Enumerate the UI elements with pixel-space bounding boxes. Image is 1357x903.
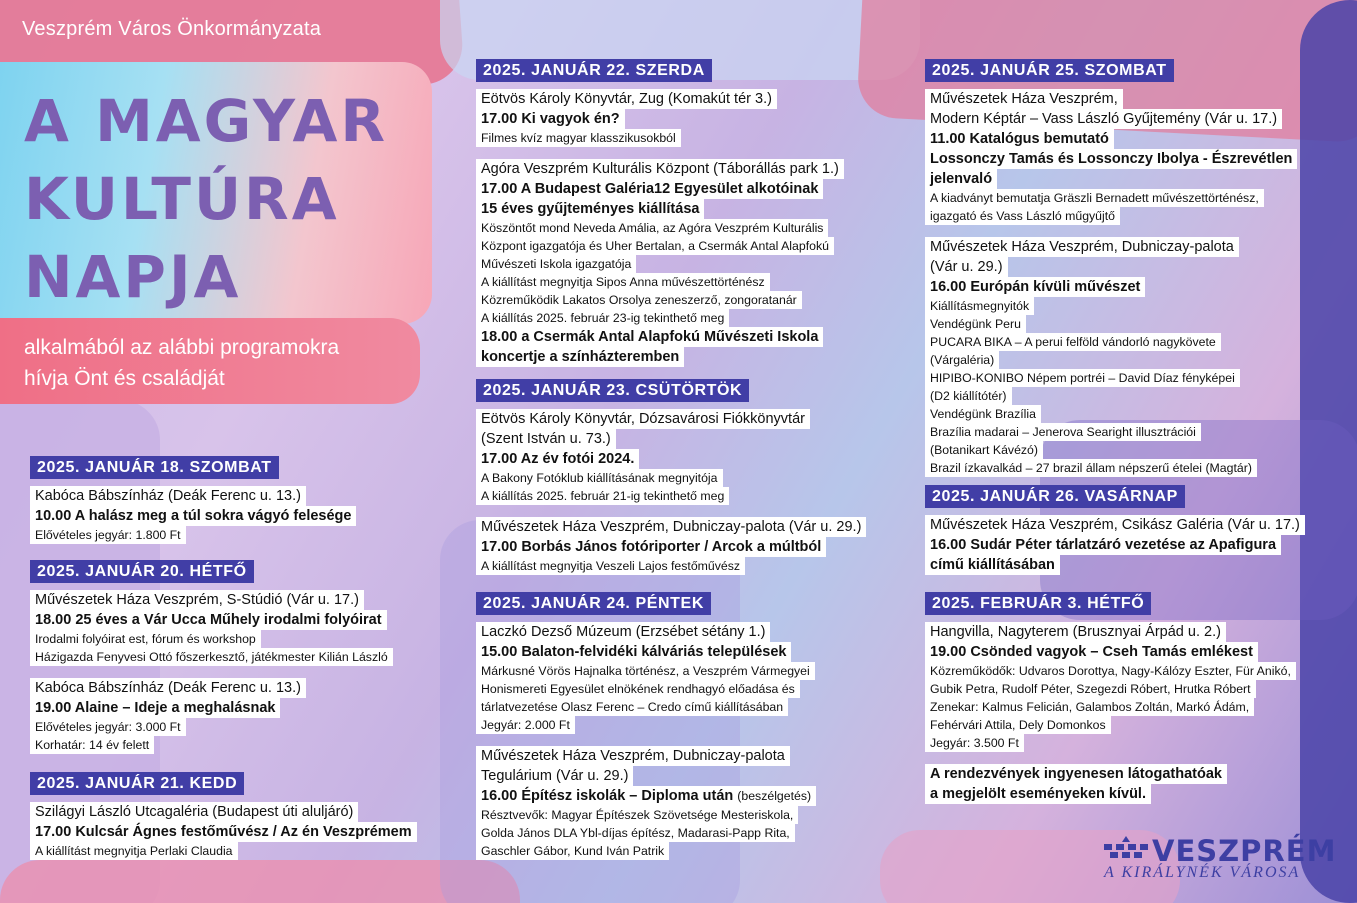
event-venue: Agóra Veszprém Kulturális Központ (Táborállás park 1.) [476,159,844,179]
event [30,678,393,754]
event-venue: Laczkó Dezső Múzeum (Erzsébet sétány 1.) [476,622,770,642]
footer-note [925,764,1227,804]
event-detail: Elővételes jegyár: 3.000 Ft [30,718,186,736]
event-venue: Művészetek Háza Veszprém, Dubniczay-palota [925,237,1239,257]
date-header: 2025. JANUÁR 20. HÉTFŐ [30,560,254,583]
event-detail: PUCARA BIKA – A perui felföld vándorló nagykövete [925,333,1221,351]
event [925,622,1296,752]
event-title: jelenvaló [925,169,997,189]
event-detail: A kiadványt bemutatja Gräszli Bernadett művészettörténész, [925,189,1264,207]
date-header: 2025. JANUÁR 22. SZERDA [476,59,712,82]
event-detail: Közreműködik Lakatos Orsolya zeneszerző, zongoratanár [476,291,802,309]
event-detail: tárlatvezetése Olasz Ferenc – Credo című kiállításában [476,698,788,716]
event-detail: Központ igazgatója és Uher Bertalan, a Csermák Antal Alapfokú [476,237,834,255]
event-title: 16.00 Sudár Péter tárlatzáró vezetése az Apafigura [925,535,1281,555]
date-header: 2025. JANUÁR 21. KEDD [30,772,244,795]
event-venue: Művészetek Háza Veszprém, [925,89,1123,109]
event [925,89,1297,225]
event-detail: Művészeti Iskola igazgatója [476,255,636,273]
event-venue: Kabóca Bábszínház (Deák Ferenc u. 13.) [30,486,306,506]
day-jan24 [476,592,816,860]
event-title: 15.00 Balaton-felvidéki kálváriás települések [476,642,791,662]
event-title: 10.00 A halász meg a túl sokra vágyó felesége [30,506,356,526]
main-title-line-3: NAPJA [24,243,242,311]
event-detail: Köszöntőt mond Neveda Amália, az Agóra Veszprém Kulturális [476,219,828,237]
event-detail: A kiállítást megnyitja Perlaki Claudia [30,842,238,860]
event-detail: Házigazda Fenyvesi Ottó főszerkesztő, játékmester Kilián László [30,648,393,666]
event-title: 17.00 Kulcsár Ágnes festőművész / Az én Veszprémem [30,822,417,842]
event-title-note: (beszélgetés) [737,789,812,803]
organizer-title: Veszprém Város Önkormányzata [22,18,322,40]
event-detail: A Bakony Fotóklub kiállításának megnyitója [476,469,723,487]
event-title: 15 éves gyűjteményes kiállítása [476,199,704,219]
event-venue: Tegulárium (Vár u. 29.) [476,766,633,786]
event-detail: Gaschler Gábor, Kund Iván Patrik [476,842,669,860]
event [30,590,393,666]
event-title: 18.00 a Csermák Antal Alapfokú Művészeti Iskola [476,327,823,347]
event-title: 19.00 Alaine – Ideje a meghalásnak [30,698,280,718]
subtitle-line-1: alkalmából az alábbi programokra [24,336,340,359]
event-venue: Művészetek Háza Veszprém, S-Stúdió (Vár u. 17.) [30,590,364,610]
date-header: 2025. JANUÁR 18. SZOMBAT [30,456,279,479]
event [476,159,844,367]
event-venue: Kabóca Bábszínház (Deák Ferenc u. 13.) [30,678,306,698]
event [476,409,866,505]
event-title [476,786,816,806]
event-detail: HIPIBO-KONIBO Népem portréi – David Díaz fényképei [925,369,1240,387]
event-title: 17.00 A Budapest Galéria12 Egyesület alkotóinak [476,179,823,199]
event [476,89,844,147]
logo-wordmark: VESZPRÉM [1152,834,1337,868]
event-detail: Zenekar: Kalmus Felicián, Galambos Zoltán, Markó Ádám, [925,698,1254,716]
date-header: 2025. JANUÁR 26. VASÁRNAP [925,485,1185,508]
event-venue: Hangvilla, Nagyterem (Brusznyai Árpád u. 2.) [925,622,1226,642]
event-detail: Fehérvári Attila, Dely Domonkos [925,716,1111,734]
event-title-text: 16.00 Építész iskolák – Diploma után [481,788,734,804]
event-detail: Brazília madarai – Jenerova Searight illusztrációi [925,423,1201,441]
crown-icon [1104,836,1148,864]
day-jan20 [30,560,393,754]
event-title: 16.00 Európán kívüli művészet [925,277,1145,297]
event-detail: A kiállítást megnyitja Veszeli Lajos festőművész [476,557,745,575]
event [476,746,816,860]
event-venue: (Vár u. 29.) [925,257,1008,277]
footer-note-line-1: A rendezvények ingyenesen látogathatóak [925,764,1227,784]
event [925,237,1297,477]
event-detail: Gubik Petra, Rudolf Péter, Szegezdi Róbert, Hrutka Róbert [925,680,1256,698]
event [925,515,1305,575]
event-venue: Szilágyi László Utcagaléria (Budapest úti aluljáró) [30,802,358,822]
day-jan22 [476,59,844,367]
event-detail: A kiállítás 2025. február 23-ig tekinthető meg [476,309,729,327]
veszprem-logo [1104,834,1337,881]
event-title: 17.00 Ki vagyok én? [476,109,625,129]
logo-tagline: A KIRÁLYNÉK VÁROSA [1104,864,1301,881]
event-detail: Brazil ízkavalkád – 27 brazil állam népszerű ételei (Magtár) [925,459,1257,477]
event-title: 19.00 Csönded vagyok – Cseh Tamás emlékest [925,642,1258,662]
day-jan25 [925,59,1297,477]
event-detail: Résztvevők: Magyar Építészek Szövetsége Mesteriskola, [476,806,798,824]
event-detail: Filmes kvíz magyar klasszikusokból [476,129,681,147]
event-title: 17.00 Az év fotói 2024. [476,449,639,469]
date-header: 2025. FEBRUÁR 3. HÉTFŐ [925,592,1151,615]
event [476,517,866,575]
day-jan23 [476,379,866,575]
event-detail: (Várgaléria) [925,351,999,369]
event-title: 11.00 Katalógus bemutató [925,129,1114,149]
date-header: 2025. JANUÁR 23. CSÜTÖRTÖK [476,379,749,402]
event-detail: Korhatár: 14 év felett [30,736,154,754]
day-jan18 [30,456,356,544]
event-detail: Közreműködők: Udvaros Dorottya, Nagy-Kálózy Eszter, Für Anikó, [925,662,1296,680]
event-detail: Márkusné Vörös Hajnalka történész, a Veszprém Vármegyei [476,662,815,680]
event-detail: A kiállítás 2025. február 21-ig tekinthető meg [476,487,729,505]
event-venue: Eötvös Károly Könyvtár, Zug (Komakút tér 3.) [476,89,777,109]
event-detail: A kiállítást megnyitja Sipos Anna művészettörténész [476,273,770,291]
date-header: 2025. JANUÁR 25. SZOMBAT [925,59,1174,82]
day-jan21 [30,772,417,860]
event-detail: Elővételes jegyár: 1.800 Ft [30,526,186,544]
event-detail: igazgató és Vass László műgyűjtő [925,207,1120,225]
event [30,802,417,860]
main-title-line-1: A MAGYAR [24,87,389,155]
event-detail: Jegyár: 3.500 Ft [925,734,1024,752]
event-venue: Művészetek Háza Veszprém, Dubniczay-palota [476,746,790,766]
event-title: Lossonczy Tamás és Lossonczy Ibolya - Észrevétlen [925,149,1297,169]
event-venue: Eötvös Károly Könyvtár, Dózsavárosi Fiókkönyvtár [476,409,810,429]
day-feb3 [925,592,1296,752]
footer-note-line-2: a megjelölt eseményeken kívül. [925,784,1151,804]
event-detail: Vendégünk Brazília [925,405,1041,423]
event-title: című kiállításában [925,555,1060,575]
event-title: 17.00 Borbás János fotóriporter / Arcok a múltból [476,537,826,557]
main-title-line-2: KULTÚRA [24,165,340,233]
event-detail: Irodalmi folyóirat est, fórum és workshop [30,630,261,648]
date-header: 2025. JANUÁR 24. PÉNTEK [476,592,711,615]
event-detail: Jegyár: 2.000 Ft [476,716,575,734]
event-detail: Honismereti Egyesület elnökének rendhagyó előadása és [476,680,800,698]
event-detail: (Botanikart Kávézó) [925,441,1043,459]
event-venue: Modern Képtár – Vass László Gyűjtemény (Vár u. 17.) [925,109,1282,129]
subtitle-panel [0,318,420,404]
event-detail: Vendégünk Peru [925,315,1026,333]
event-title: 18.00 25 éves a Vár Ucca Műhely irodalmi folyóirat [30,610,387,630]
event [476,622,816,734]
event-venue: Művészetek Háza Veszprém, Csikász Galéria (Vár u. 17.) [925,515,1305,535]
event-title: koncertje a színházteremben [476,347,684,367]
event-venue: Művészetek Háza Veszprém, Dubniczay-palota (Vár u. 29.) [476,517,866,537]
event [30,486,356,544]
event-detail: Golda János DLA Ybl-díjas építész, Madarasi-Papp Rita, [476,824,795,842]
event-detail: (D2 kiállítótér) [925,387,1012,405]
event-venue: (Szent István u. 73.) [476,429,616,449]
event-detail: Kiállításmegnyitók [925,297,1034,315]
day-jan26 [925,485,1305,575]
subtitle-line-2: hívja Önt és családját [24,367,225,390]
